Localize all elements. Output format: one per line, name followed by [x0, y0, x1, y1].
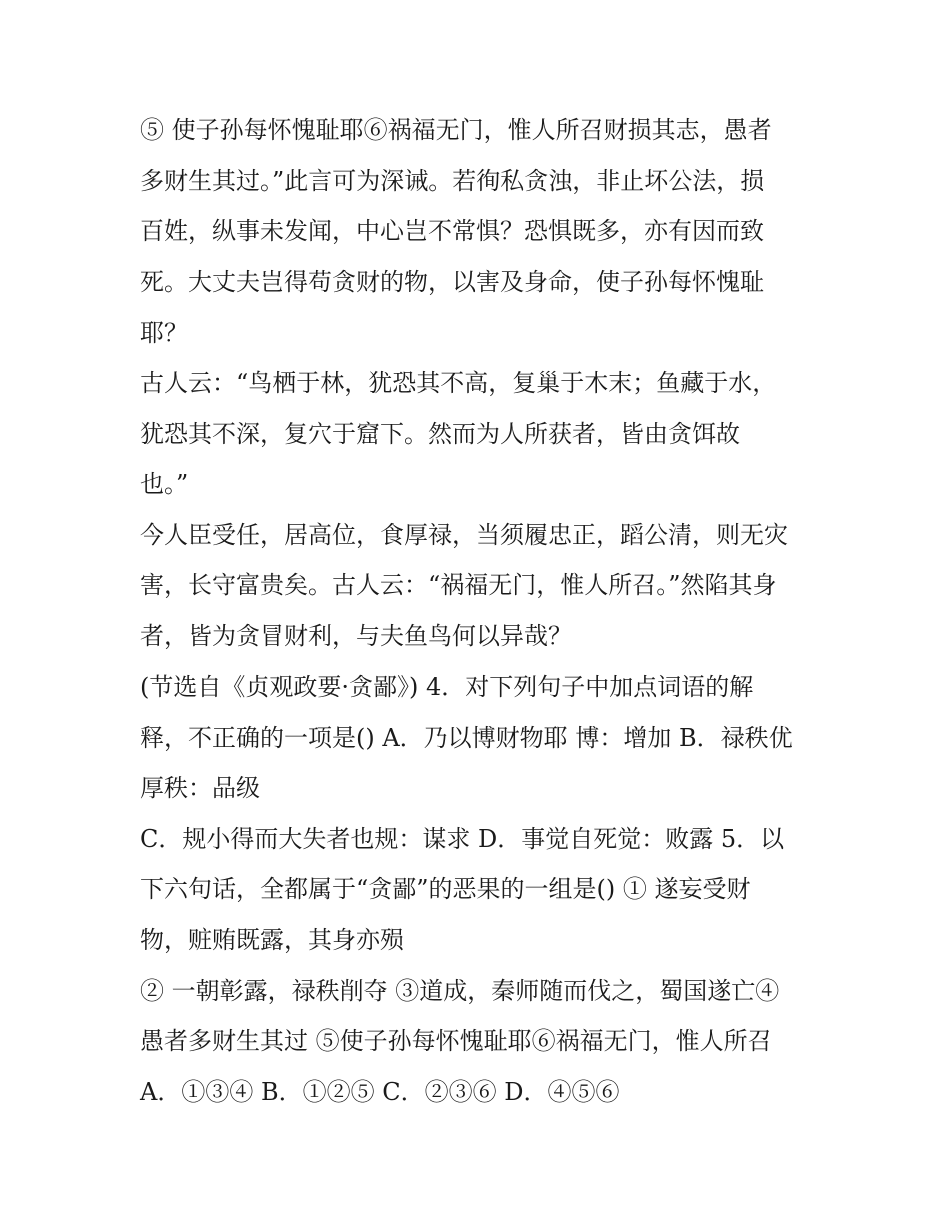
- text-line: 下六句话，全都属于“贪鄙”的恶果的一组是() ① 遂妄受财: [140, 875, 751, 903]
- text-line: 释，不正确的一项是() A．乃以博财物耶 博：增加 B．禄秩优: [140, 724, 793, 752]
- text-line: ⑤ 使子孙每怀愧耻耶⑥祸福无门，惟人所召财损其志，愚者: [140, 116, 772, 144]
- text-line: 者，皆为贪冒财利，与夫鱼鸟何以异哉？: [140, 622, 572, 650]
- text-line: 害，长守富贵矣。古人云：“祸福无门，惟人所召。”然陷其身: [140, 571, 777, 599]
- text-line: A．①③④ B．①②⑤ C．②③⑥ D．④⑤⑥: [140, 1078, 620, 1106]
- text-line: 今人臣受任，居高位，食厚禄，当须履忠正，蹈公清，则无灾: [140, 521, 788, 549]
- text-line: 多财生其过。”此言可为深诫。若徇私贪浊，非止坏公法，损: [140, 167, 765, 195]
- text-line: 死。大丈夫岂得苟贪财的物，以害及身命，使子孙每怀愧耻: [140, 268, 764, 296]
- text-line: C．规小得而大失者也规：谋求 D．事觉自死觉：败露 5．以: [140, 825, 785, 853]
- text-line: 百姓，纵事未发闻，中心岂不常惧？恐惧既多，亦有因而致: [140, 217, 764, 245]
- text-line: 愚者多财生其过 ⑤使子孙每怀愧耻耶⑥祸福无门，惟人所召: [140, 1027, 772, 1055]
- text-line: 厚秩：品级: [140, 774, 260, 802]
- text-line: 也。”: [140, 470, 189, 498]
- text-line: 耶？: [140, 319, 188, 347]
- text-line: (节选自《贞观政要·贪鄙》) 4．对下列句子中加点词语的解: [140, 673, 754, 701]
- text-line: 物，赃贿既露，其身亦殒: [140, 926, 404, 954]
- text-line: 古人云：“鸟栖于林，犹恐其不高，复巢于木末；鱼藏于水，: [140, 369, 777, 397]
- text-line: 犹恐其不深，复穴于窟下。然而为人所获者，皆由贪饵故: [140, 420, 740, 448]
- text-line: ② 一朝彰露，禄秩削夺 ③道成，秦师随而伐之，蜀国遂亡④: [140, 977, 780, 1005]
